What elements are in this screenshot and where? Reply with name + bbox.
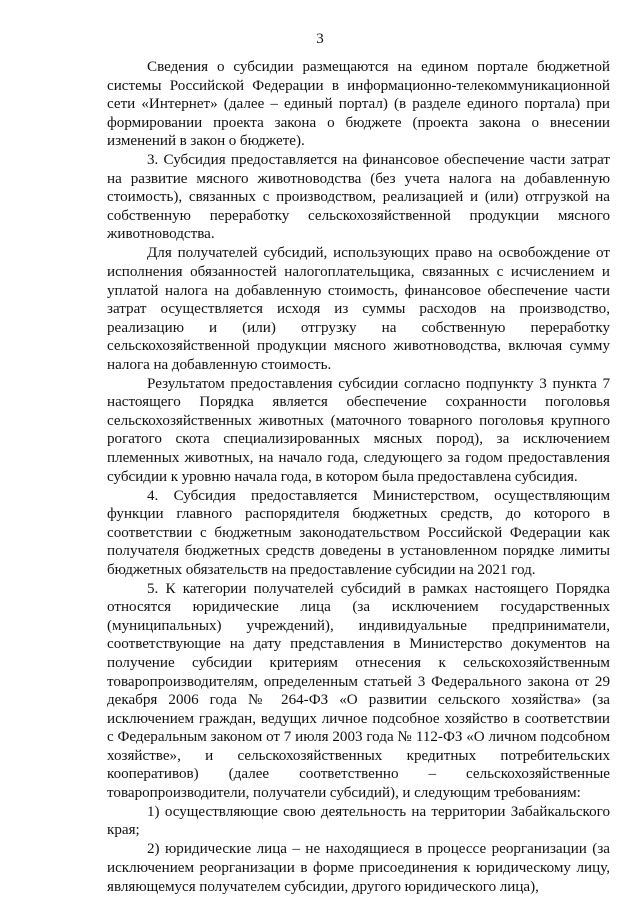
- paragraph-subsidy-result: Результатом предоставления субсидии согласно подпункту 3 пункта 7 настоящего Порядка является обеспечение сохранности поголовья сельскохозяйственных животных (маточного товарного поголовья крупного рогатого скота специализированных мясных пород), за исключением племенных животных, на начало года, следующего за годом предоставления субсидии к уровню начала года, в котором была предоставлена субсидия.: [107, 375, 610, 485]
- paragraph-clause-5: 5. К категории получателей субсидий в рамках настоящего Порядка относятся юридические лица (за исключением государственных (муниципальных) учреждений), индивидуальные предприниматели, соответствующие на дату представления в Министерство документов на получение субсидии критериям отнесения к сельскохозяйственным товаропроизводителям, определенным статьей 3 Федерального закона от 29 декабря 2006 года № 264-ФЗ «О развитии сельского хозяйства» (за исключением граждан, ведущих личное подсобное хозяйство в соответствии с Федеральным законом от 7 июля 2003 года № 112-ФЗ «О личном подсобном хозяйстве», и сельскохозяйственных кредитных потребительских кооперативов) (далее соответственно – сельскохозяйственные товаропроизводители, получатели субсидий), и следующим требованиям:: [107, 580, 610, 801]
- document-body: [107, 58, 610, 896]
- paragraph-subsidy-portal-info: Сведения о субсидии размещаются на едином портале бюджетной системы Российской Федерации в информационно-телекоммуникационной сети «Интернет» (далее – единый портал) (в разделе единого портала) при формировании проекта закона о бюджете (проекта закона о внесении изменений в закон о бюджете).: [107, 59, 610, 150]
- paragraph-clause-5-item-2: 2) юридические лица – не находящиеся в процессе реорганизации (за исключением реорганизации в форме присоединения к юридическому лицу, являющемуся получателем субсидии, другого юридического лица),: [107, 841, 610, 895]
- paragraph-vat-exempt-recipients: Для получателей субсидий, использующих право на освобождение от исполнения обязанностей налогоплательщика, связанных с исчислением и уплатой налога на добавленную стоимость, финансовое обеспечение части затрат осуществляется исходя из суммы расходов на производство, реализацию и (или) отгрузку на собственную переработку сельскохозяйственной продукции мясного животноводства, включая сумму налога на добавленную стоимость.: [107, 245, 610, 373]
- page-number: 3: [316, 31, 324, 47]
- paragraph-clause-3: 3. Субсидия предоставляется на финансовое обеспечение части затрат на развитие мясного животноводства (без учета налога на добавленную стоимость), связанных с производством, реализацией и (или) отгрузкой на собственную переработку сельскохозяйственной продукции мясного животноводства.: [107, 152, 610, 243]
- paragraph-clause-5-item-1: 1) осуществляющие свою деятельность на территории Забайкальского края;: [107, 803, 610, 839]
- paragraph-clause-4: 4. Субсидия предоставляется Министерством, осуществляющим функции главного распорядителя бюджетных средств, до которого в соответствии с бюджетным законодательством Российской Федерации как получателя бюджетных средств доведены в установленном порядке лимиты бюджетных обязательств на предоставление субсидии на 2021 год.: [107, 487, 610, 578]
